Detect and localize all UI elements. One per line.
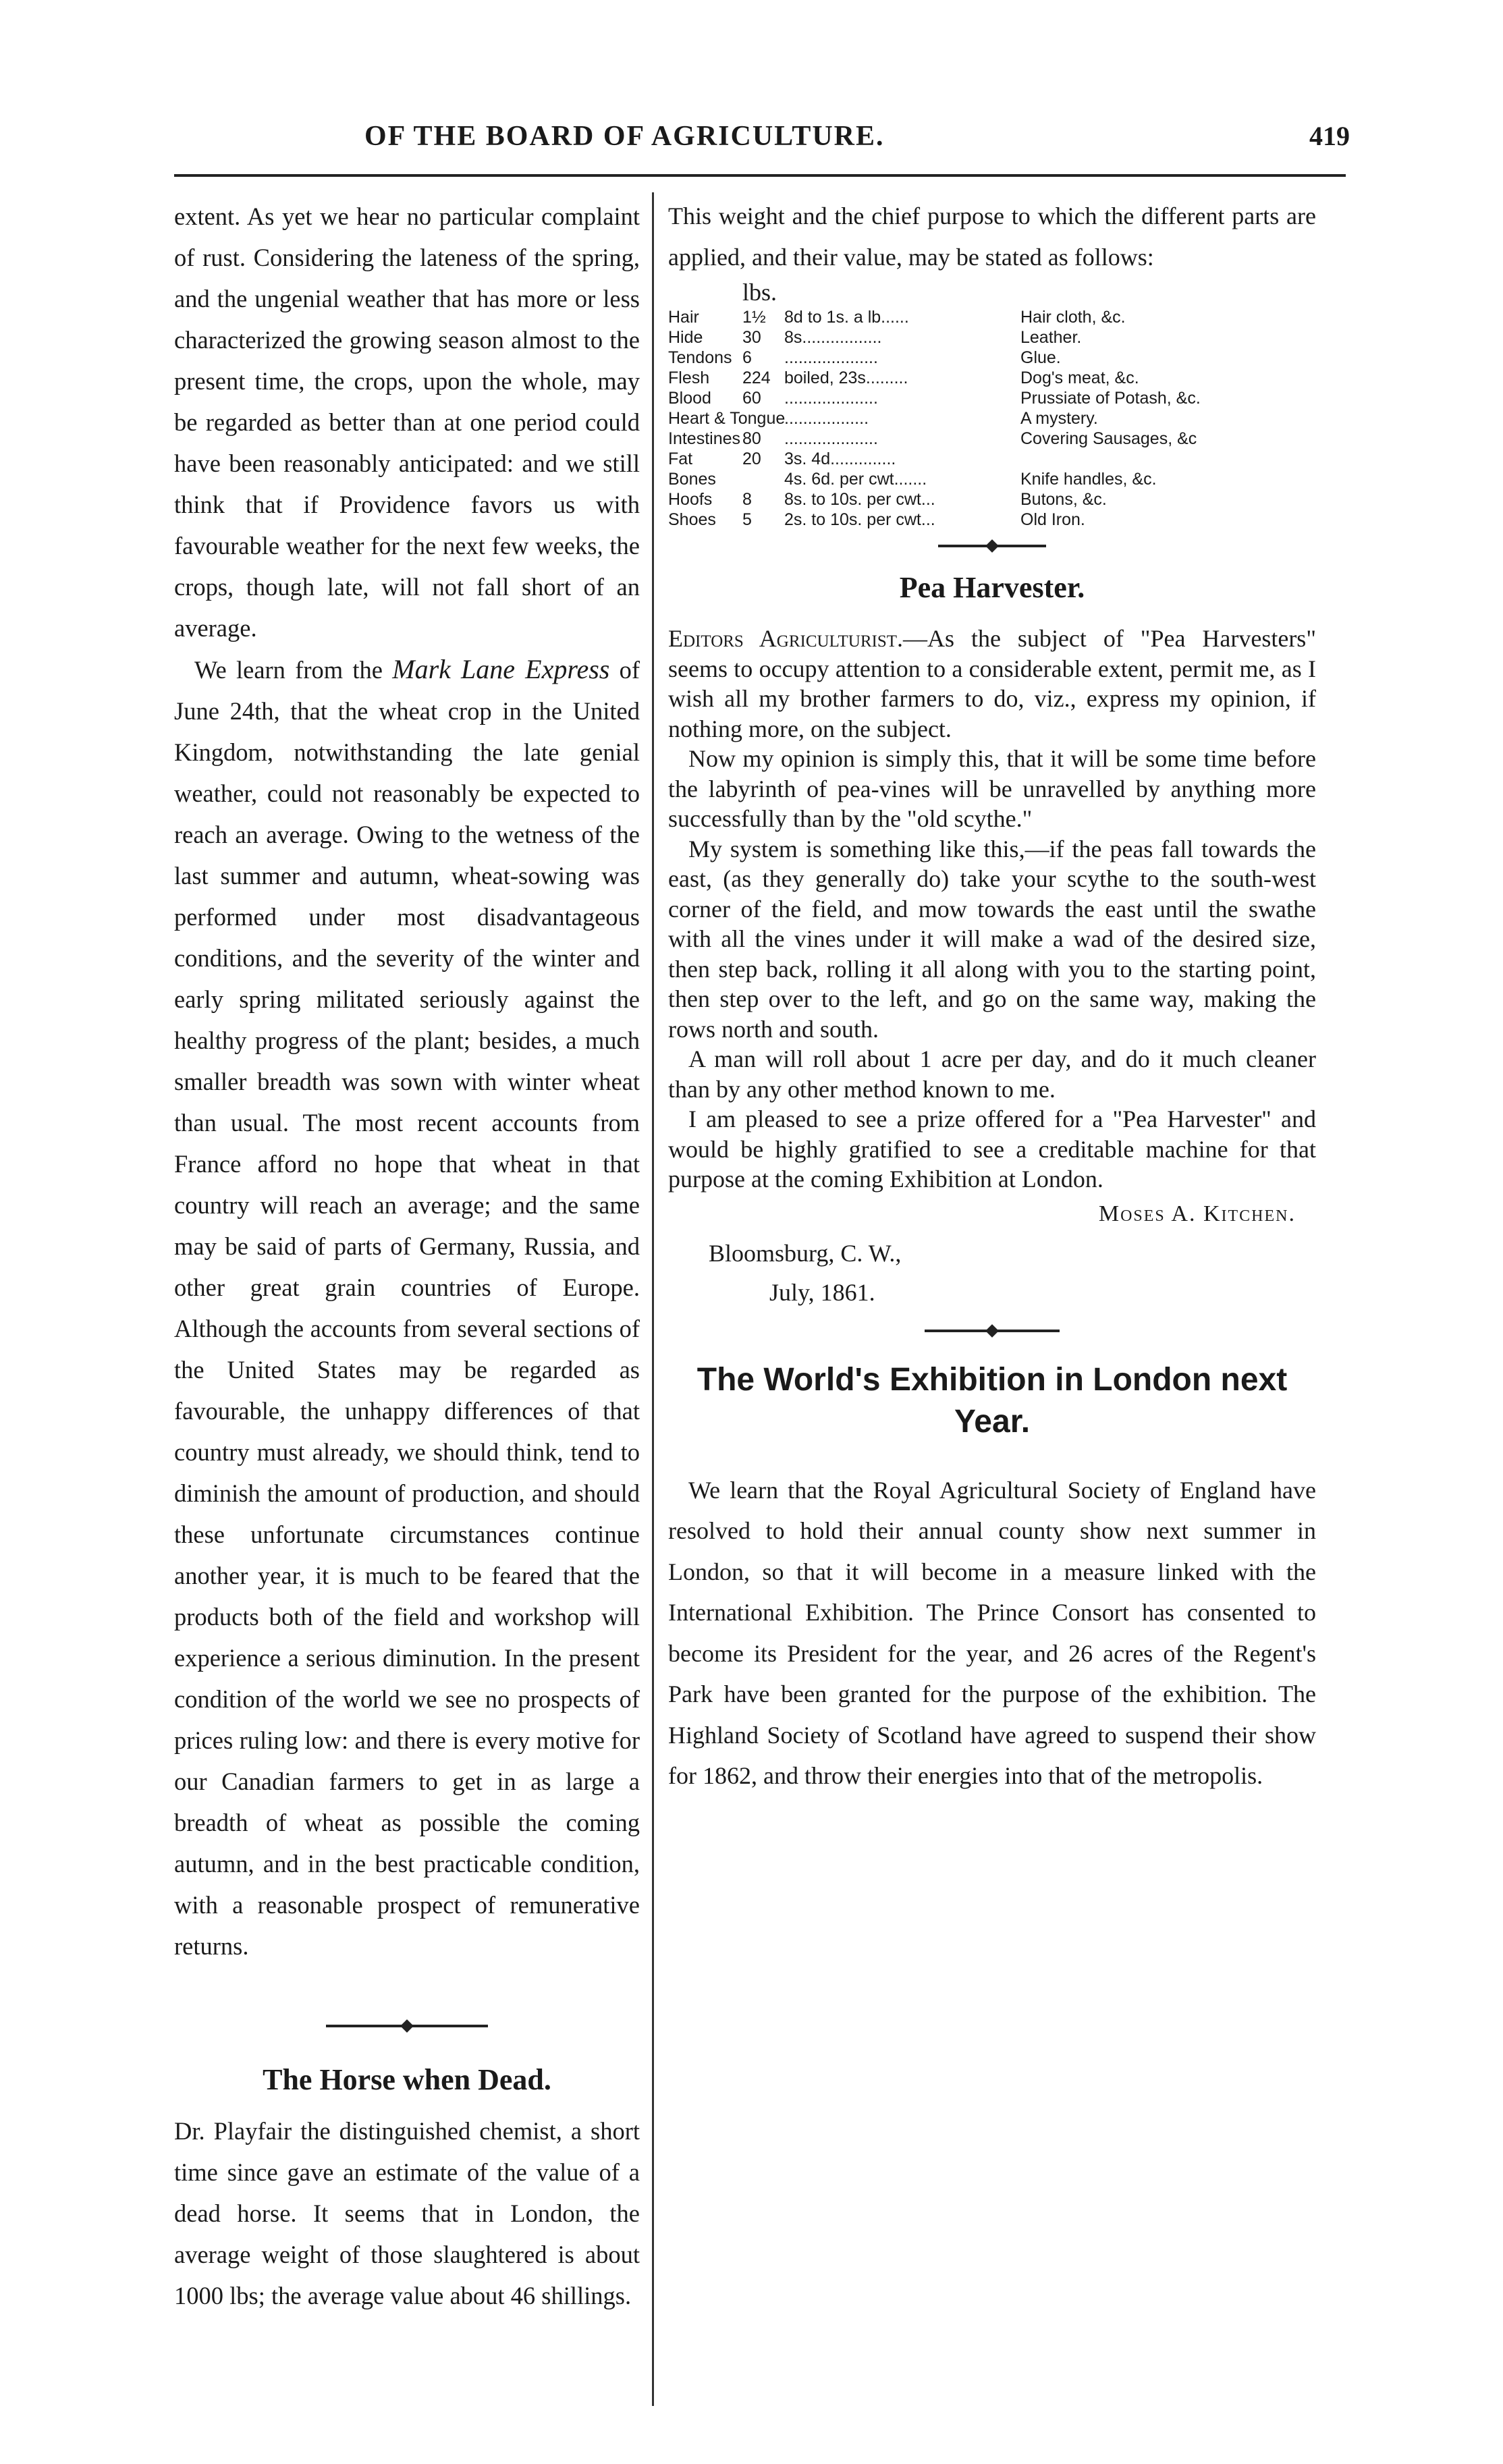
item-name: Heart & Tongue bbox=[668, 409, 786, 428]
table-row bbox=[668, 429, 1316, 449]
table-row bbox=[668, 307, 1316, 327]
world-exhibition-heading: The World's Exhibition in London next Year. bbox=[696, 1361, 1288, 1440]
item-name: Hoofs bbox=[668, 490, 713, 509]
item-value: 8s. to 10s. per cwt... bbox=[784, 490, 935, 509]
table-row bbox=[668, 449, 1316, 469]
header-rule bbox=[174, 174, 1346, 177]
table-rows bbox=[668, 307, 1316, 530]
item-name: Hair bbox=[668, 308, 699, 327]
section-divider bbox=[925, 1330, 1060, 1332]
item-value: 3s. 4d.............. bbox=[784, 449, 896, 468]
item-value: 4s. 6d. per cwt....... bbox=[784, 470, 927, 489]
item-use: Leather. bbox=[1020, 328, 1082, 347]
item-value: .................. bbox=[784, 409, 869, 428]
item-value: 2s. to 10s. per cwt... bbox=[784, 510, 935, 529]
item-name: Tendons bbox=[668, 348, 732, 367]
item-use: A mystery. bbox=[1020, 409, 1098, 428]
item-quantity: 80 bbox=[742, 429, 761, 448]
running-head bbox=[297, 120, 1350, 161]
item-value: .................... bbox=[784, 389, 878, 408]
item-value: 8d to 1s. a lb...... bbox=[784, 308, 909, 327]
item-name: Shoes bbox=[668, 510, 716, 529]
running-title: OF THE BOARD OF AGRICULTURE. bbox=[364, 121, 885, 152]
item-name: Hide bbox=[668, 328, 703, 347]
item-value: boiled, 23s......... bbox=[784, 368, 908, 387]
pea-paragraph-2: Now my opinion is simply this, that it will be some time before the labyrinth of pea-vines will be unravelled by anything more successfully than by the "old scythe." bbox=[668, 745, 1316, 832]
item-value: 8s................. bbox=[784, 328, 882, 347]
item-quantity bbox=[742, 408, 784, 429]
table-row bbox=[668, 469, 1316, 489]
pea-heading: Pea Harvester. bbox=[899, 571, 1085, 604]
column-divider bbox=[652, 192, 654, 2406]
item-use: Knife handles, &c. bbox=[1020, 470, 1157, 489]
horse-value-intro: This weight and the chief purpose to which the different parts are applied, and their value, may be stated as follows: bbox=[668, 202, 1316, 271]
horse-heading: The Horse when Dead. bbox=[263, 2063, 551, 2096]
section-divider bbox=[326, 2025, 488, 2027]
item-value: .................... bbox=[784, 348, 878, 367]
item-quantity: 60 bbox=[742, 389, 761, 408]
item-quantity: 8 bbox=[742, 490, 752, 509]
item-name: Blood bbox=[668, 389, 711, 408]
item-use: Hair cloth, &c. bbox=[1020, 308, 1126, 327]
salutation: Editors Agriculturist. bbox=[668, 625, 904, 652]
table-row bbox=[668, 510, 1316, 530]
page-number: 419 bbox=[1309, 121, 1350, 151]
wheat-crop-paragraph bbox=[174, 649, 640, 1967]
horse-parts-table bbox=[668, 277, 1316, 530]
section-divider bbox=[938, 545, 1046, 547]
item-quantity: 20 bbox=[742, 449, 761, 468]
pea-paragraph-4: A man will roll about 1 acre per day, and do it much cleaner than by any other method known to me. bbox=[668, 1045, 1316, 1103]
pea-paragraph-1 bbox=[668, 624, 1316, 744]
crop-report-paragraph: extent. As yet we hear no particular complaint of rust. Considering the lateness of the spring, and the ungenial weather that has more or less characterized the growing season almost to the present time, the crops, upon the whole, may be regarded as better than at one period could have been reasonably anticipated: and we still think that if Providence favors us with favourable weather for the next few weeks, the crops, though late, will not fall short of an average. bbox=[174, 202, 640, 642]
table-row bbox=[668, 408, 1316, 429]
item-name: Bones bbox=[668, 470, 716, 489]
table-row bbox=[668, 388, 1316, 408]
item-use bbox=[1020, 449, 1316, 469]
horse-paragraph: Dr. Playfair the distinguished chemist, a short time since gave an estimate of the value of a dead horse. It seems that in London, the average weight of those slaughtered is about 1000 lbs; the average value about 46 shillings. bbox=[174, 2117, 640, 2309]
signature-place: Bloomsburg, C. W., bbox=[709, 1239, 902, 1267]
item-name: Intestines bbox=[668, 429, 741, 448]
table-row bbox=[668, 489, 1316, 510]
item-value: .................... bbox=[784, 429, 878, 448]
item-use: Glue. bbox=[1020, 348, 1061, 367]
item-use: Prussiate of Potash, &c. bbox=[1020, 389, 1201, 408]
mark-lane-express-title: Mark Lane Express bbox=[392, 654, 610, 684]
item-quantity: 224 bbox=[742, 368, 771, 387]
item-quantity: 30 bbox=[742, 328, 761, 347]
item-quantity: 5 bbox=[742, 510, 752, 529]
item-use: Butons, &c. bbox=[1020, 490, 1107, 509]
signature-name: Moses A. Kitchen. bbox=[1098, 1201, 1296, 1226]
item-use: Old Iron. bbox=[1020, 510, 1085, 529]
item-quantity: 1½ bbox=[742, 308, 766, 327]
item-use: Covering Sausages, &c bbox=[1020, 429, 1197, 448]
table-row bbox=[668, 368, 1316, 388]
item-quantity: 6 bbox=[742, 348, 752, 367]
world-exhibition-paragraph: We learn that the Royal Agricultural Society of England have resolved to hold their annual county show next summer in London, so that it will become in a measure linked with the International Exhibition. The Prince Consort has consented to become its President for the year, and 26 acres of the Regent's Park have been granted for the purpose of the exhibition. The Highland Society of Scotland have agreed to suspend their show for 1862, and throw their energies into that of the metropolis. bbox=[668, 1476, 1316, 1789]
pea-paragraph-5: I am pleased to see a prize offered for a "Pea Harvester" and would be highly gratified to see a creditable machine for that purpose at the coming Exhibition at London. bbox=[668, 1105, 1316, 1193]
signature-date: July, 1861. bbox=[769, 1278, 875, 1306]
table-row bbox=[668, 348, 1316, 368]
wheat-paragraph-lead: We learn from the bbox=[194, 656, 393, 684]
item-use: Dog's meat, &c. bbox=[1020, 368, 1139, 387]
item-quantity bbox=[742, 469, 784, 489]
unit-label: lbs. bbox=[742, 279, 777, 306]
table-row bbox=[668, 327, 1316, 348]
item-name: Flesh bbox=[668, 368, 710, 387]
wheat-paragraph-body: of June 24th, that the wheat crop in the United Kingdom, notwithstanding the late genial weather, could not reasonably be expected to reach an average. Owing to the wetness of the last summer and autumn, wheat-sowing was performed under most disadvantageous conditions, and the severity of the winter and early spring militated seriously against the healthy progress of the plant; besides, a much smaller breadth was sown with winter wheat than usual. The most recent accounts from France afford no hope that wheat in that country will reach an average; and the same may be said of parts of Germany, Russia, and other great grain countries of Europe. Although the accounts from several sections of the United States may be regarded as favourable, the unhappy differences of that country must already, we should think, tend to diminish the amount of production, and should these unfortunate circumstances continue another year, it is much to be feared that the products both of the field and workshop will experience a serious diminution. In the present condition of the world we see no prospects of prices ruling low: and there is every motive for our Canadian farmers to get in as large a breadth of wheat as possible the coming autumn, and in the best practicable condition, with a reasonable prospect of remunerative returns. bbox=[174, 656, 640, 1960]
left-column bbox=[174, 196, 640, 2316]
pea-paragraph-1-body: —As the subject of "Pea Harvesters" seems to occupy attention to a considerable extent, permit me, as I wish all my brother farmers to do, viz., express my opinion, if nothing more, on the subject. bbox=[668, 625, 1317, 742]
right-column bbox=[668, 196, 1316, 1797]
item-name: Fat bbox=[668, 449, 693, 468]
pea-paragraph-3: My system is something like this,—if the peas fall towards the east, (as they generally do) take your scythe to the south-west corner of the field, and mow towards the east until the swathe with all the vines under it will make a wad of the desired size, then step back, rolling it all along with you to the starting point, then step over to the left, and go on the same way, making the rows north and south. bbox=[668, 835, 1316, 1043]
